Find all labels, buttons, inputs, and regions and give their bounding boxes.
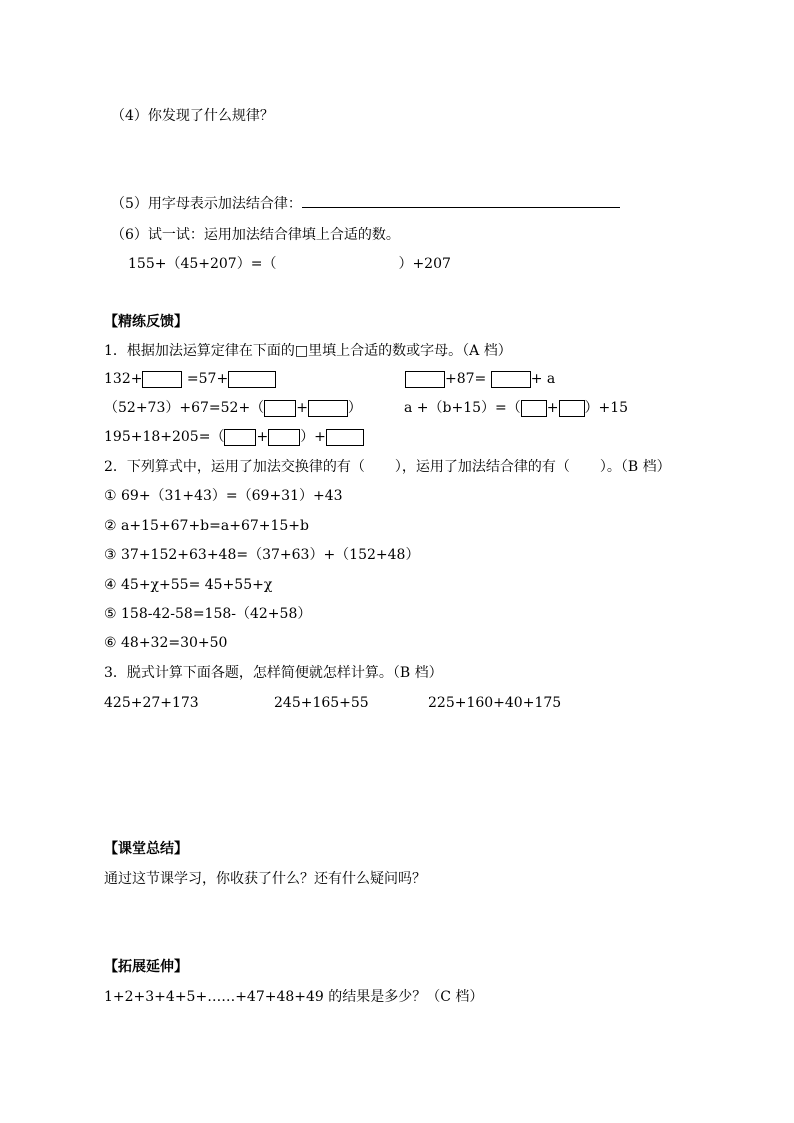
answer-line[interactable]: [302, 195, 620, 208]
list-item: ⑤ 158-42-58=158-（42+58）: [104, 606, 312, 622]
expr-part-b: ）+207: [398, 256, 451, 272]
expr-text: 195+18+205=（: [104, 429, 225, 445]
fill-row-2b: [404, 399, 628, 417]
fill-row-1b: [405, 370, 555, 388]
plus-sign: +: [546, 400, 559, 416]
calc-item: 225+160+40+175: [428, 695, 562, 711]
expr-text: （52+73）+67=52+（: [104, 400, 265, 416]
expr-text: +87=: [445, 371, 487, 387]
answer-box[interactable]: [268, 429, 300, 446]
section-extension-heading: 【拓展延伸】: [104, 959, 188, 975]
extension-text: 1+2+3+4+5+……+47+48+49 的结果是多少？（C 档）: [104, 989, 484, 1005]
answer-box[interactable]: [521, 400, 547, 417]
answer-box[interactable]: [405, 371, 445, 388]
expr-part-a: 155+（45+207）=（: [128, 256, 277, 272]
question-5-label: （5）用字母表示加法结合律：: [111, 196, 302, 212]
section-practice-heading: 【精练反馈】: [104, 314, 188, 330]
list-item: ③ 37+152+63+48=（37+63）+（152+48）: [104, 547, 420, 563]
expr-text: ）+15: [584, 400, 629, 416]
problem-2-text-a: 2．下列算式中，运用了加法交换律的有（: [104, 459, 365, 475]
fill-row-3: [104, 428, 364, 446]
list-item: ⑥ 48+32=30+50: [104, 635, 228, 651]
expr-text: ）: [347, 400, 362, 416]
question-6: （6）试一试：运用加法结合律填上合适的数。: [111, 227, 400, 243]
answer-box[interactable]: [224, 429, 256, 446]
question-6-expression: [128, 255, 451, 273]
expr-text: a +（b+15）=（: [404, 400, 521, 416]
answer-box[interactable]: [491, 371, 531, 388]
problem-2: [104, 458, 671, 476]
problem-3: 3．脱式计算下面各题，怎样简便就怎样计算。（B 档）: [104, 665, 443, 681]
question-4: （4）你发现了什么规律？: [111, 108, 274, 124]
answer-box[interactable]: [326, 429, 364, 446]
problem-2-text-c: ）。（B 档）: [599, 459, 671, 475]
expr-text: + a: [530, 371, 556, 387]
answer-box[interactable]: [559, 400, 585, 417]
calc-item: 425+27+173: [104, 695, 199, 711]
question-5: [111, 195, 620, 213]
list-item: ② a+15+67+b=a+67+15+b: [104, 518, 309, 534]
section-summary-heading: 【课堂总结】: [104, 841, 188, 857]
summary-text: 通过这节课学习，你收获了什么？还有什么疑问吗？: [104, 871, 426, 887]
answer-box[interactable]: [228, 371, 276, 388]
expr-text: ）+: [300, 429, 326, 445]
problem-2-text-b: ），运用了加法结合律的有（: [394, 459, 570, 475]
list-item: ① 69+（31+43）=（69+31）+43: [104, 488, 343, 504]
fill-row-2a: [104, 399, 362, 417]
answer-box[interactable]: [308, 400, 348, 417]
plus-sign: +: [256, 429, 269, 445]
fill-row-1a: [104, 370, 276, 388]
plus-sign: +: [296, 400, 308, 416]
answer-box[interactable]: [142, 371, 182, 388]
answer-box[interactable]: [264, 400, 296, 417]
calc-item: 245+165+55: [274, 695, 369, 711]
list-item: ④ 45+χ+55= 45+55+χ: [104, 577, 273, 593]
problem-1: 1．根据加法运算定律在下面的□里填上合适的数或字母。（A 档）: [104, 343, 512, 359]
expr-text: 132+: [104, 371, 143, 387]
expr-text: =57+: [186, 371, 229, 387]
